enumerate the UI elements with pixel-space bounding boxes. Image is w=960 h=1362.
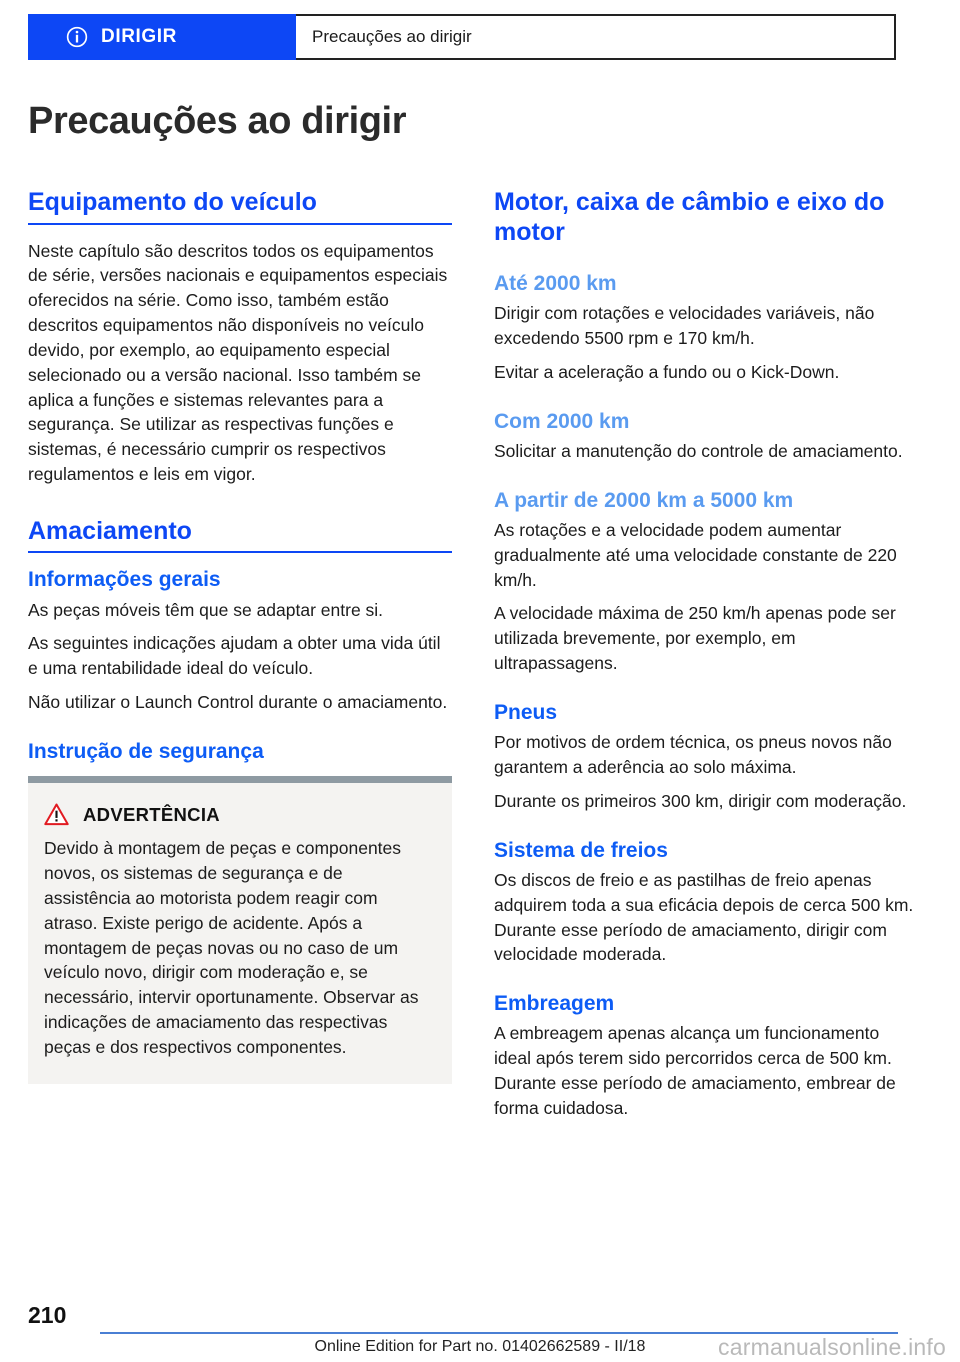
- section-heading-motor: Motor, caixa de câmbio e eixo do motor: [494, 188, 885, 246]
- content-columns: [28, 188, 918, 1121]
- paragraph-indicacoes: As seguintes indicações ajudam a obter uma vida útil e uma rentabilidade ideal do veículo.: [28, 633, 441, 679]
- warning-title: ADVERTÊNCIA: [83, 803, 220, 825]
- paragraph-pecas-moveis: As peças móveis têm que se adaptar entre si.: [28, 599, 384, 620]
- paragraph-velocidade-constante: As rotações e a velocidade podem aumentar gradualmente até uma velocidade constante de 220 km/h.: [494, 519, 897, 590]
- paragraph-pneus-aderencia: Por motivos de ordem técnica, os pneus novos não garantem a aderência ao solo máxima.: [494, 732, 892, 778]
- paragraph-kick-down: Evitar a aceleração a fundo ou o Kick-Down.: [494, 361, 840, 382]
- page-number: 210: [28, 1302, 67, 1328]
- paragraph-freios: Os discos de freio e as pastilhas de freio apenas adquirem toda a sua eficácia depois de cerca 500 km. Durante esse período de amaciamento, dirigir com velocidade moderada.: [494, 869, 914, 965]
- watermark: carmanualsonline.info: [718, 1334, 946, 1360]
- chapter-label: DIRIGIR: [101, 26, 177, 47]
- subheading-ate-2000km: Até 2000 km: [494, 272, 617, 295]
- warning-inner: [28, 783, 452, 1084]
- subheading-2000-5000km: A partir de 2000 km a 5000 km: [494, 488, 794, 512]
- subheading-informacoes-gerais: Informações gerais: [28, 568, 221, 592]
- info-circle-icon: [66, 26, 88, 48]
- section-heading-embreagem: Embreagem: [494, 992, 615, 1016]
- warning-header: [44, 803, 432, 826]
- subheading-com-2000km: Com 2000 km: [494, 409, 630, 433]
- paragraph-pneus-300km: Durante os primeiros 300 km, dirigir com moderação.: [494, 790, 907, 811]
- paragraph-equipamento: Neste capítulo são descritos todos os equipamentos de série, versões nacionais e equipamentos especiais oferecidos na série. Como isso, também estão descritos equipamentos não disponíveis no veículo devido, por exemplo, ao equipamento especial selecionado ou a versão nacional. Isso também se aplica a funções e sistemas relevantes para a segurança. Se utilizar as respectivas funções e sistemas, é necessário cumprir os respectivos regulamentos e leis em vigor.: [28, 240, 448, 485]
- paragraph-launch-control: Não utilizar o Launch Control durante o amaciamento.: [28, 692, 448, 713]
- left-column: [28, 188, 452, 1121]
- warning-box: [28, 776, 452, 1084]
- paragraph-rotacoes-velocidades: Dirigir com rotações e velocidades variáveis, não excedendo 5500 rpm e 170 km/h.: [494, 303, 875, 349]
- chapter-tab[interactable]: [28, 14, 296, 60]
- page-title: Precauções ao dirigir: [28, 100, 407, 142]
- page-footer: [0, 1296, 960, 1362]
- footer-edition-note: Online Edition for Part no. 01402662589 - II/18: [314, 1338, 646, 1355]
- warning-triangle-icon: [44, 803, 69, 826]
- page-header: [28, 14, 896, 60]
- section-heading-amaciamento: Amaciamento: [28, 517, 452, 554]
- paragraph-embreagem: A embreagem apenas alcança um funcionamento ideal após terem sido percorridos cerca de 500 km. Durante esse período de amaciamento, embrear de forma cuidadosa.: [494, 1023, 896, 1118]
- breadcrumb[interactable]: [296, 14, 896, 60]
- paragraph-velocidade-maxima: A velocidade máxima de 250 km/h apenas pode ser utilizada brevemente, por exemplo, em ultrapassagens.: [494, 603, 896, 674]
- section-heading-equipamento: Equipamento do veículo: [28, 188, 452, 225]
- section-heading-sistema-freios: Sistema de freios: [494, 838, 668, 862]
- section-heading-pneus: Pneus: [494, 701, 558, 724]
- subheading-instrucao-seguranca: Instrução de segurança: [28, 740, 264, 763]
- warning-text: Devido à montagem de peças e componentes novos, os sistemas de segurança e de assistência ao motorista podem reagir com atraso. Existe perigo de acidente. Após a montagem de peças novas ou no caso de um veículo novo, dirigir com moderação e, se necessário, intervir oportunamente. Observar as indicações de amaciamento das respectivas peças e dos respectivos componentes.: [44, 838, 419, 1057]
- breadcrumb-label: Precauções ao dirigir: [312, 27, 472, 46]
- right-column: [494, 188, 918, 1121]
- paragraph-manutencao-controle: Solicitar a manutenção do controle de amaciamento.: [494, 440, 903, 461]
